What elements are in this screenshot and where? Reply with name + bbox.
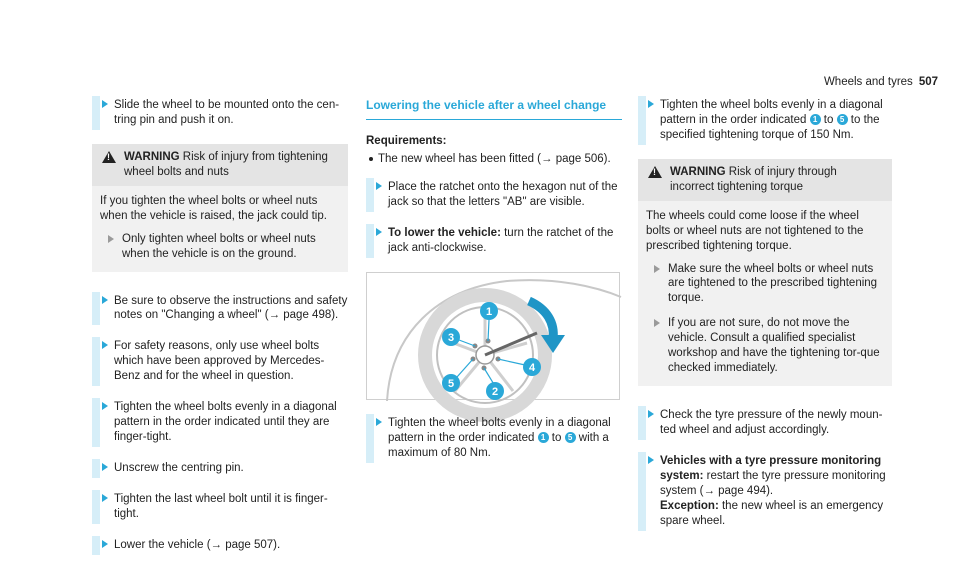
warning-box-jack bbox=[92, 144, 348, 272]
step-arrow-icon bbox=[102, 463, 108, 471]
section-name: Wheels and tyres bbox=[823, 76, 913, 88]
warning-header bbox=[638, 159, 892, 201]
step-last-bolt: Tighten the last wheel bolt until it is finger-tight. bbox=[92, 492, 348, 522]
step-arrow-icon bbox=[376, 182, 382, 190]
step-check-pressure: Check the tyre pressure of the newly moun-ted wheel and adjust accordingly. bbox=[638, 408, 892, 438]
warning-text: If you tighten the wheel bolts or wheel nuts when the vehicle is raised, the jack could tip. bbox=[100, 194, 327, 222]
bullet-icon bbox=[369, 157, 373, 161]
callout-4 bbox=[523, 358, 541, 376]
svg-text:2: 2 bbox=[491, 386, 499, 399]
warning-instruction-1: Make sure the wheel bolts or wheel nuts are tightened to the prescribed tightening torque. bbox=[646, 262, 882, 307]
step-arrow-icon bbox=[102, 296, 108, 304]
step-unscrew-pin: Unscrew the centring pin. bbox=[92, 461, 348, 476]
warning-text: The wheels could come loose if the wheel bolts or wheel nuts are not tightened to the prescribed tightening torque. bbox=[646, 209, 864, 252]
running-header bbox=[824, 75, 938, 90]
svg-text:4: 4 bbox=[528, 362, 536, 375]
step-arrow-icon bbox=[648, 410, 654, 418]
step-lower-vehicle: Lower the vehicle (→ page 507). bbox=[92, 538, 348, 553]
warning-label: WARNING bbox=[124, 150, 180, 163]
step-turn-ratchet: To lower the vehicle: turn the ratchet of the jack anti-clockwise. bbox=[366, 226, 622, 256]
step-arrow-icon bbox=[102, 341, 108, 349]
step-tighten-150nm: Tighten the wheel bolts evenly in a diagonal pattern in the order indicated 1 to 5 to the specified tightening torque of 150 Nm. bbox=[638, 98, 892, 143]
number-badge-5: 5 bbox=[565, 432, 576, 443]
column-1 bbox=[92, 98, 348, 569]
callout-2 bbox=[486, 382, 504, 400]
step-place-ratchet: Place the ratchet onto the hexagon nut of the jack so that the letters "AB" are visible. bbox=[366, 180, 622, 210]
wheel-bolt-diagram bbox=[366, 272, 620, 400]
step-tighten-80nm: Tighten the wheel bolts evenly in a diagonal pattern in the order indicated 1 to 5 with a maximum of 80 Nm. bbox=[366, 416, 622, 461]
step-arrow-icon bbox=[102, 494, 108, 502]
warning-label: WARNING bbox=[670, 165, 726, 178]
step-arrow-icon bbox=[102, 540, 108, 548]
number-badge-1: 1 bbox=[538, 432, 549, 443]
warning-icon bbox=[102, 151, 116, 163]
step-arrow-icon bbox=[102, 100, 108, 108]
substep-arrow-icon bbox=[654, 265, 660, 273]
svg-text:5: 5 bbox=[447, 378, 455, 391]
warning-title: Risk of injury through incorrect tightening torque bbox=[670, 165, 837, 193]
step-approved-bolts: For safety reasons, only use wheel bolts which have been approved by Mercedes-Benz and for the wheel in question. bbox=[92, 339, 348, 384]
callout-1 bbox=[480, 302, 498, 320]
step-arrow-icon bbox=[102, 402, 108, 410]
number-badge-5: 5 bbox=[837, 114, 848, 125]
requirements bbox=[366, 134, 622, 167]
step-arrow-icon bbox=[376, 418, 382, 426]
step-arrow-icon bbox=[376, 228, 382, 236]
step-slide-wheel: Slide the wheel to be mounted onto the cen-tring pin and push it on. bbox=[92, 98, 348, 128]
svg-text:3: 3 bbox=[447, 332, 455, 345]
step-observe-notes: Be sure to observe the instructions and safety notes on "Changing a wheel" (→ page 498). bbox=[92, 294, 348, 324]
svg-text:1: 1 bbox=[485, 306, 493, 319]
requirement-item: The new wheel has been fitted (→ page 506). bbox=[366, 152, 622, 167]
warning-instruction: Only tighten wheel bolts or wheel nuts when the vehicle is on the ground. bbox=[100, 232, 338, 262]
warning-box-torque bbox=[638, 159, 892, 386]
section-title: Lowering the vehicle after a wheel change bbox=[366, 98, 622, 120]
substep-arrow-icon bbox=[108, 235, 114, 243]
number-badge-1: 1 bbox=[810, 114, 821, 125]
substep-arrow-icon bbox=[654, 319, 660, 327]
requirements-title: Requirements: bbox=[366, 134, 447, 147]
step-arrow-icon bbox=[648, 456, 654, 464]
step-finger-tight: Tighten the wheel bolts evenly in a diagonal pattern in the order indicated until they are finger-tight. bbox=[92, 400, 348, 445]
column-3 bbox=[638, 98, 892, 545]
warning-header bbox=[92, 144, 348, 186]
wrench-handle bbox=[485, 333, 537, 355]
column-2 bbox=[366, 98, 622, 477]
warning-title: Risk of injury from tightening wheel bolts and nuts bbox=[124, 150, 328, 178]
callout-3 bbox=[442, 328, 460, 346]
warning-icon bbox=[648, 166, 662, 178]
warning-instruction-2: If you are not sure, do not move the vehicle. Consult a qualified specialist workshop and have the tightening tor-que checked immediately. bbox=[646, 316, 882, 376]
callout-5 bbox=[442, 374, 460, 392]
page-number: 507 bbox=[918, 76, 938, 88]
step-arrow-icon bbox=[648, 100, 654, 108]
step-restart-tpms: Vehicles with a tyre pressure monitoring system: restart the tyre pressure monitoring system (→ page 494). Exception: the new wheel is an emergency spare wheel. bbox=[638, 454, 892, 529]
